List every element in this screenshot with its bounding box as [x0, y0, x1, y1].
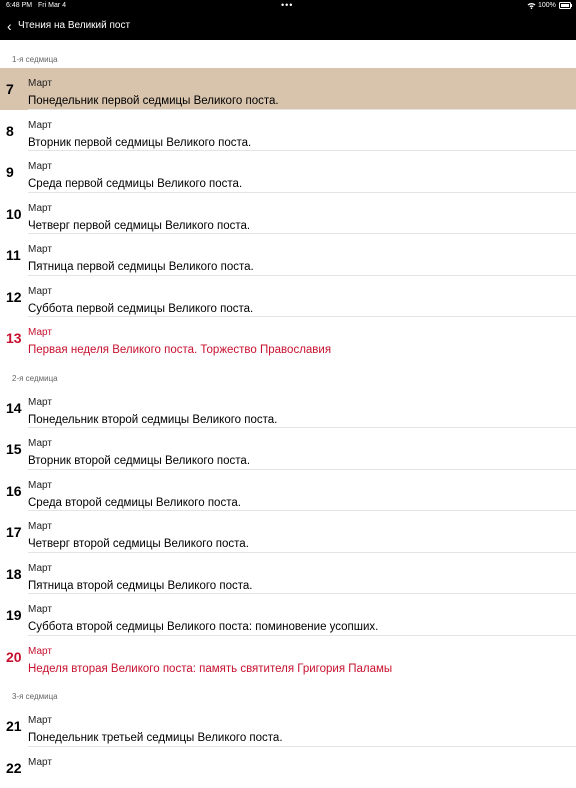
day-number: 14: [6, 400, 24, 416]
day-number: 11: [6, 247, 24, 263]
month-label: Март: [28, 715, 52, 726]
list-item[interactable]: [0, 553, 576, 595]
list-item[interactable]: [0, 511, 576, 553]
day-number: 13: [6, 330, 24, 346]
month-label: Март: [28, 78, 52, 89]
reading-title: Суббота первой седмицы Великого поста.: [28, 303, 253, 315]
reading-title: Первая неделя Великого поста. Торжество Православия: [28, 344, 331, 356]
list-item[interactable]: [0, 234, 576, 276]
list-item[interactable]: [0, 387, 576, 429]
section-header-label: 2-я седмица: [12, 374, 58, 383]
reading-title: Четверг первой седмицы Великого поста.: [28, 220, 250, 232]
month-label: Март: [28, 646, 52, 657]
day-number: 15: [6, 441, 24, 457]
month-label: Март: [28, 327, 52, 338]
day-number: 17: [6, 524, 24, 540]
reading-title: Суббота второй седмицы Великого поста: поминовение усопших.: [28, 621, 378, 633]
month-label: Март: [28, 438, 52, 449]
day-number: 10: [6, 206, 24, 222]
month-label: Март: [28, 480, 52, 491]
battery-tip: [571, 4, 572, 7]
day-number: 7: [6, 81, 24, 97]
list-item[interactable]: [0, 594, 576, 636]
battery-percent: 100%: [538, 2, 556, 9]
readings-list[interactable]: [0, 40, 576, 788]
list-item[interactable]: [0, 317, 576, 359]
list-item[interactable]: [0, 705, 576, 747]
reading-title: Пятница первой седмицы Великого поста.: [28, 261, 254, 273]
day-number: 12: [6, 289, 24, 305]
reading-title: Понедельник первой седмицы Великого поста.: [28, 95, 279, 107]
day-number: 22: [6, 760, 24, 776]
wifi-icon: [527, 2, 536, 11]
day-number: 20: [6, 649, 24, 665]
day-number: 9: [6, 164, 24, 180]
back-button-title[interactable]: Чтения на Великий пост: [18, 20, 130, 31]
list-item[interactable]: [0, 193, 576, 235]
list-item[interactable]: [0, 747, 576, 788]
day-number: 21: [6, 718, 24, 734]
list-item[interactable]: [0, 68, 576, 110]
list-item[interactable]: [0, 276, 576, 318]
reading-title: Вторник второй седмицы Великого поста.: [28, 455, 250, 467]
day-number: 16: [6, 483, 24, 499]
month-label: Март: [28, 604, 52, 615]
section-header-label: 1-я седмица: [12, 55, 58, 64]
list-item[interactable]: [0, 428, 576, 470]
list-item[interactable]: [0, 470, 576, 512]
reading-title: Неделя вторая Великого поста: память святителя Григория Паламы: [28, 663, 392, 675]
month-label: Март: [28, 757, 52, 768]
status-time: 6:48 PM: [6, 2, 32, 9]
month-label: Март: [28, 563, 52, 574]
month-label: Март: [28, 203, 52, 214]
section-header: [0, 677, 576, 705]
list-item[interactable]: [0, 110, 576, 152]
day-number: 19: [6, 607, 24, 623]
list-item[interactable]: [0, 636, 576, 678]
month-label: Март: [28, 120, 52, 131]
day-number: 18: [6, 566, 24, 582]
section-header: [0, 40, 576, 68]
section-header: [0, 359, 576, 387]
reading-title: Пятница второй седмицы Великого поста.: [28, 580, 253, 592]
section-header-label: 3-я седмица: [12, 692, 58, 701]
month-label: Март: [28, 286, 52, 297]
month-label: Март: [28, 521, 52, 532]
reading-title: Среда второй седмицы Великого поста.: [28, 497, 241, 509]
status-bar: [0, 0, 576, 12]
month-label: Март: [28, 161, 52, 172]
status-date: Fri Mar 4: [38, 2, 66, 9]
day-number: 8: [6, 123, 24, 139]
multitasking-dots-icon[interactable]: •••: [281, 0, 293, 10]
reading-title: Среда первой седмицы Великого поста.: [28, 178, 242, 190]
battery-icon: [559, 2, 571, 9]
month-label: Март: [28, 244, 52, 255]
reading-title: Вторник первой седмицы Великого поста.: [28, 137, 251, 149]
month-label: Март: [28, 397, 52, 408]
top-bar: [0, 0, 576, 40]
chevron-left-icon[interactable]: ‹: [7, 19, 12, 33]
reading-title: Понедельник третьей седмицы Великого поста.: [28, 732, 283, 744]
reading-title: Четверг второй седмицы Великого поста.: [28, 538, 249, 550]
list-item[interactable]: [0, 151, 576, 193]
navigation-bar: [0, 14, 576, 38]
reading-title: Понедельник второй седмицы Великого поста.: [28, 414, 277, 426]
